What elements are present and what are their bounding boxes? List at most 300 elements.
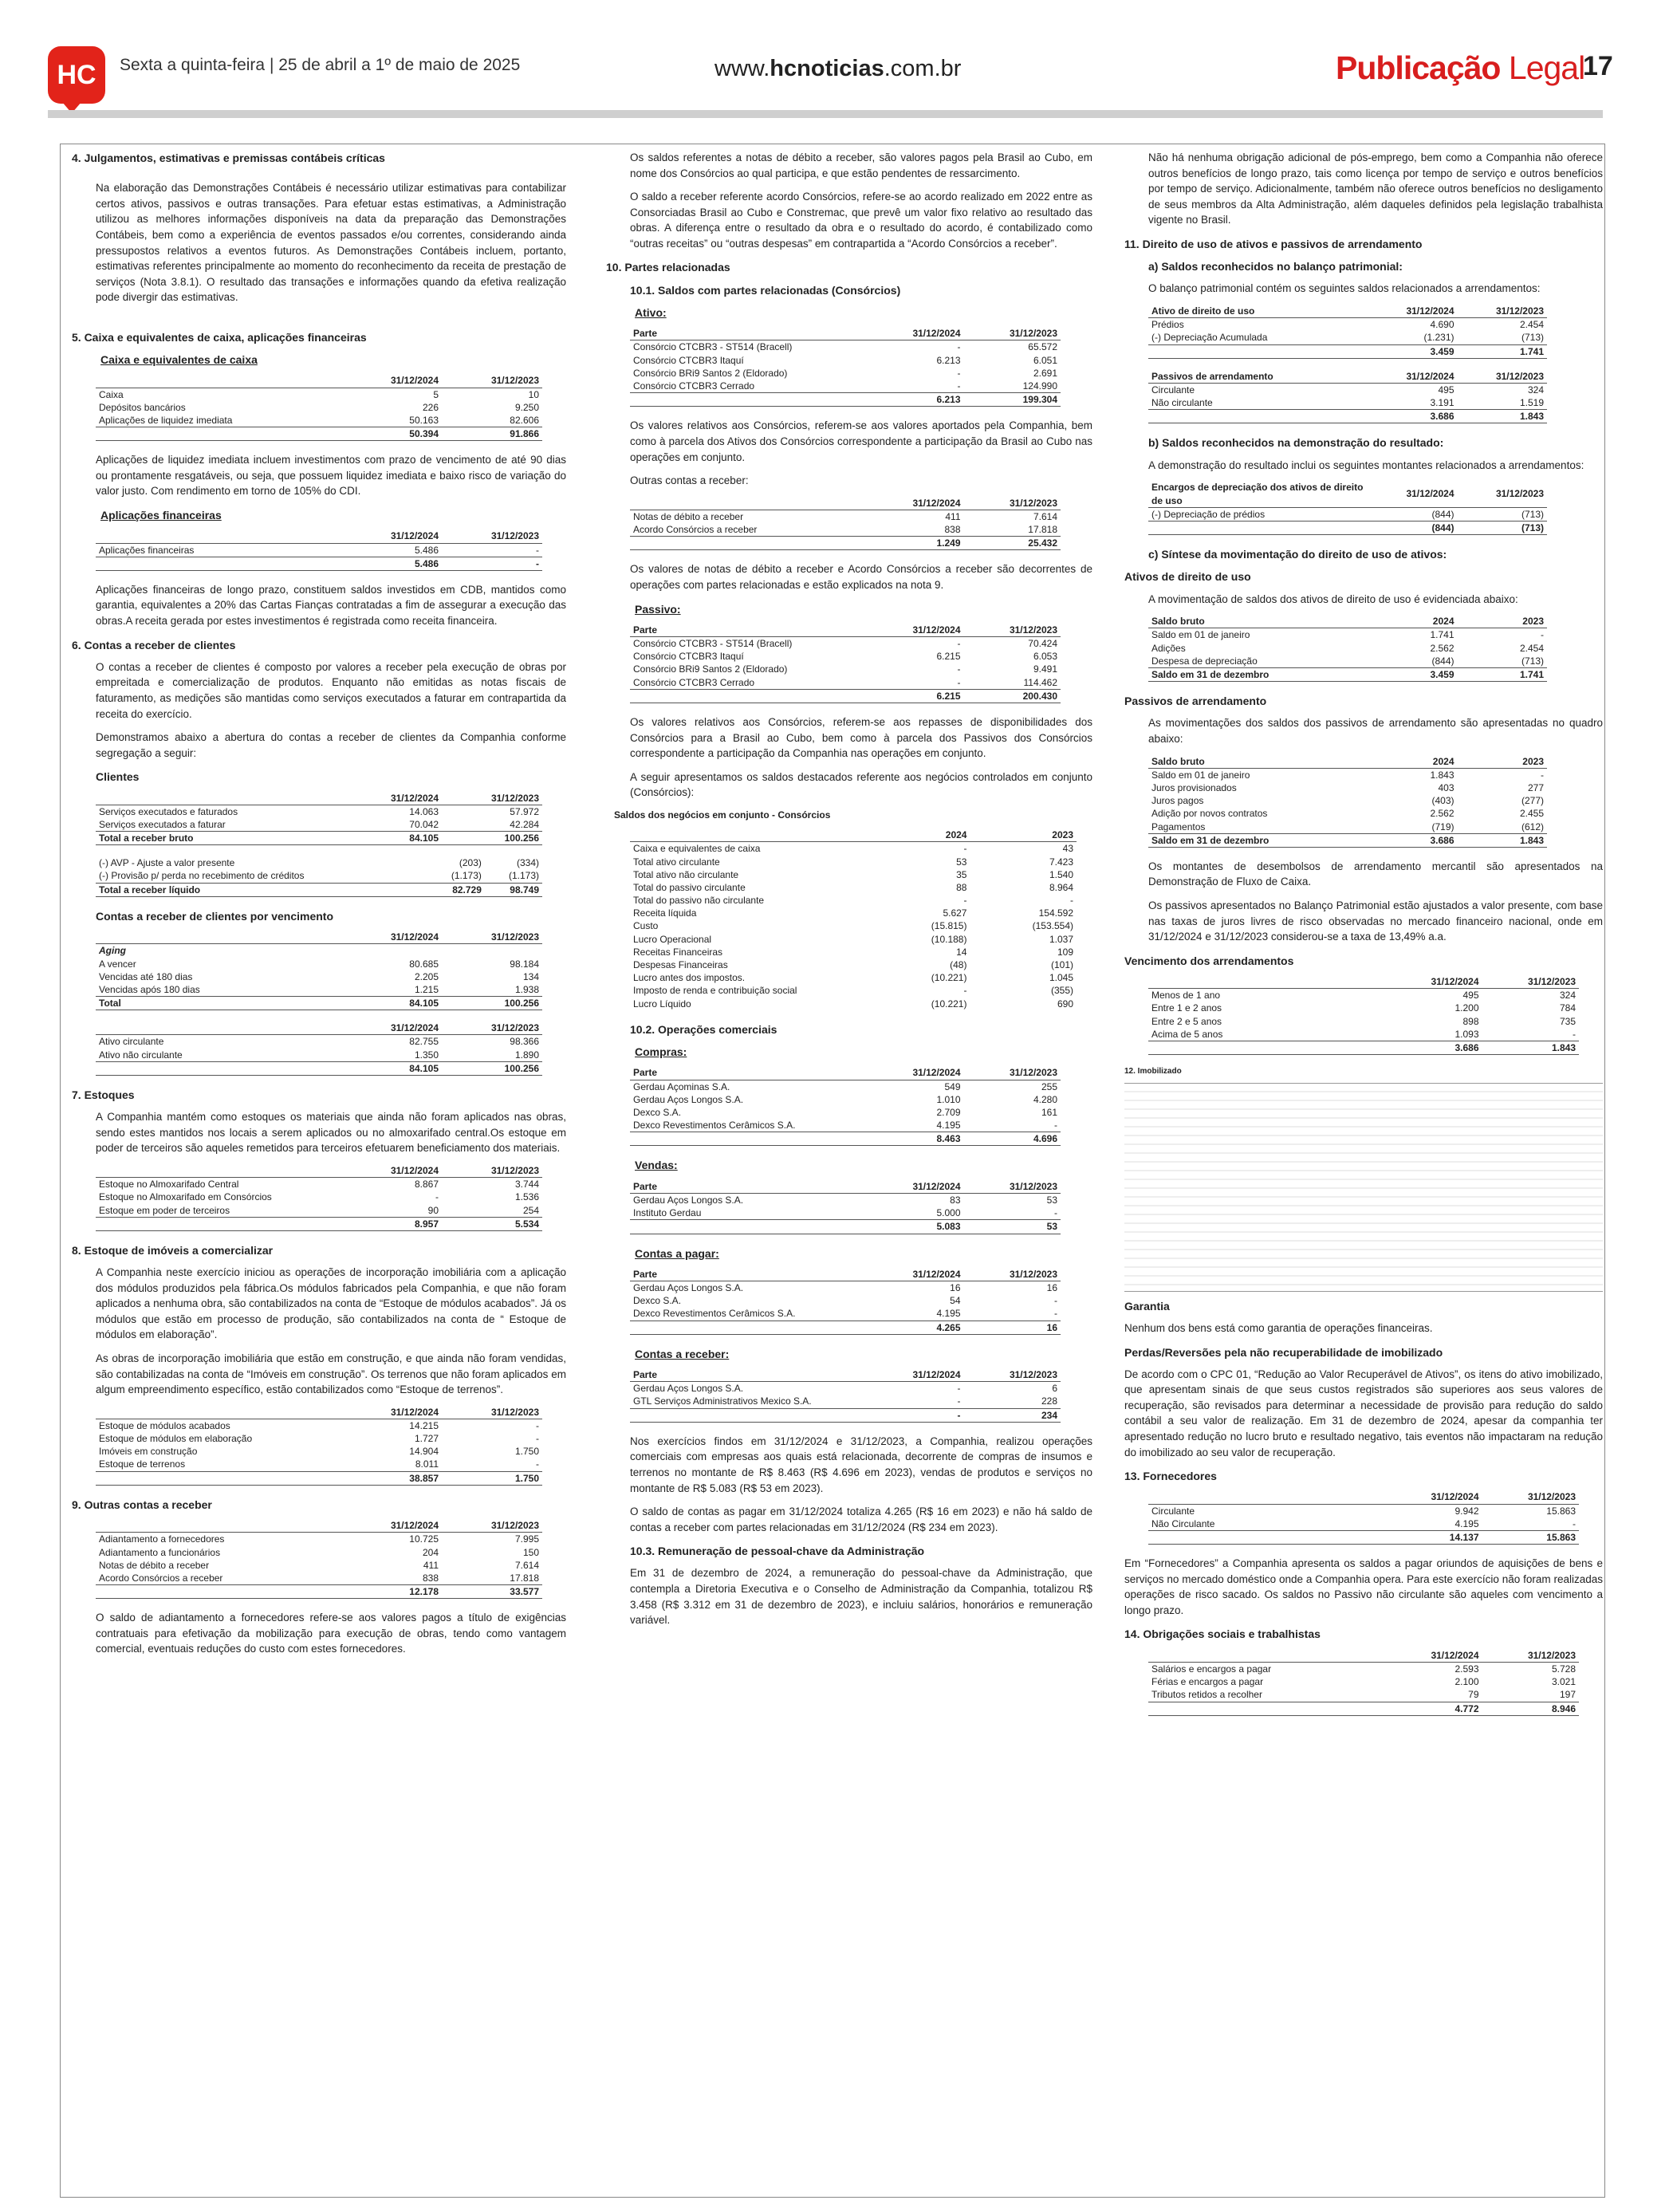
table-cell: Adição por novos contratos [1151,808,1268,820]
table-cell [1148,1702,1385,1715]
paragraph: O saldo a receber referente acordo Consórcios, refere-se ao acordo realizado em 2022 entre as Consorciadas Brasil ao Cubo e Constremac, que prevê um valor fixo relativo ao resultado das obras. A diferença entre o resultado da obra e o resultado do acordo, é contabilizado como “outras receitas” ou “outras despesas” em contrapartida a “Acordo Consórcios a receber”. [630,191,1092,250]
table-cell: 690 [1057,998,1073,1010]
column-header: Parte [630,1066,867,1080]
table-cell: 33.577 [442,1585,542,1599]
table-cell: (-) Provisão p/ perda no recebimento de créditos [99,870,305,882]
paragraph: De acordo com o CPC 01, “Redução ao Valor Recuperável de Ativos”, os itens do ativo imobilizado, que apresentam sinais de que seus custos registrados são superiores aos seus valores de recuperação, são revisados para determinar a necessidade de provisão para redução do saldo contábil a seu valor de realização. Em 31 de dezembro de 2024, apesar da companhia ter apresentado redução no lucro bruto e resultado negativo, tais eventos não impactaram na redução do imobilizado ao seu valor de recuperação. [1124,1368,1603,1458]
table-cell: Receitas Financeiras [633,946,723,958]
table-cell: 2.562 [1430,808,1455,820]
column-header: 2023 [1458,755,1548,769]
subheading: Aplicações financeiras [100,509,222,522]
table-cell [1148,410,1368,423]
table-cell: 8.867 [414,1179,439,1191]
column-2 [606,150,1092,1636]
column-header: 2024 [876,829,970,842]
current-split-table [72,1021,566,1076]
table-row [1148,628,1547,642]
table-cell: 100.256 [442,997,542,1010]
section-heading: 10. Partes relacionadas [606,261,730,274]
table-cell: 228 [1041,1395,1057,1407]
paragraph: Os valores relativos aos Consórcios, referem-se aos valores aportados pela Companhia, bem como à parcela dos Ativos dos Consórcios correspondente a participação da Brasil ao Cubo nas operações em conjunto. [630,419,1092,463]
other-receivables-table [72,1519,566,1599]
table-row [96,1533,542,1546]
table-cell: 6.215 [867,689,964,703]
column-header: 31/12/2024 [867,624,964,637]
table-cell: 277 [1527,781,1544,793]
table-row [96,414,542,427]
paragraph: O saldo de adiantamento a fornecedores refere-se aos valores pagos a título de exigências contratuais para efetivação da mobilização para execução de obras, tendo como vantagem comercial, eventuais reduções do custo com estes fornecedores. [96,1612,566,1655]
table-cell: 109 [1057,946,1073,958]
column-header: 31/12/2024 [867,1066,964,1080]
total-row [1148,1531,1579,1545]
table-row [630,856,1077,868]
total-row [96,883,542,896]
liabilities-table [606,624,1092,703]
table-cell: 53 [956,856,967,868]
page-header [0,0,1673,120]
table-cell: 70.042 [409,818,439,830]
table-row [1148,989,1579,1002]
table-row [96,958,542,970]
table-cell: Acordo Consórcios a receber [633,524,758,536]
table-cell: 1.843 [1482,1041,1580,1054]
table-cell: Tributos retidos a recolher [1151,1689,1262,1701]
total-row [1148,1702,1579,1715]
table-cell: - [1541,769,1544,781]
table-cell: 1.741 [1458,667,1548,681]
table-cell: Salários e encargos a pagar [1151,1663,1272,1675]
table-row [630,637,1061,651]
table-cell: Lucro antes dos impostos. [633,972,746,984]
table-row [630,1294,1061,1307]
table-cell: 1.093 [1455,1028,1479,1040]
table-cell: Entre 1 e 2 anos [1151,1002,1222,1014]
header-row [630,327,1061,340]
table-cell: - [536,1419,539,1431]
total-row [1148,344,1547,358]
table-row [630,1206,1061,1220]
table-cell: - [957,367,961,379]
paragraph: As obras de incorporação imobiliária que estão em construção, e que ainda não foram vendidas, são contabilizadas na conta de “Imóveis em construção”. Os terrenos que não foram aplicados em algum empreendimento específico, estão contabilizados como “Estoque de terrenos”. [96,1352,566,1396]
table-cell: Aging [99,945,126,957]
column-header [630,829,876,842]
table-cell: Não Circulante [1151,1517,1215,1529]
table-cell: 10 [528,388,539,400]
table-cell: 1.843 [1458,833,1548,847]
page-number: 17 [1583,51,1613,81]
subheading: Contas a receber de clientes por vencimento [96,909,333,923]
total-row [630,1408,1061,1422]
table-row [96,805,542,818]
table-row [630,984,1077,997]
table-cell: (277) [1521,795,1544,807]
table-cell: 5.627 [943,907,967,919]
table-cell: 1.045 [1049,972,1073,984]
total-row [1148,521,1547,534]
paragraph: Os valores relativos aos Consórcios, referem-se aos repasses de disponibilidades dos Consórcios para a Brasil ao Cubo, bem como à parcela dos Passivos dos Consórcios correspondente a participação da Companhia nas operações em conjunto. [630,715,1092,760]
table-cell: 2.709 [936,1106,961,1118]
table-cell: Juros pagos [1151,795,1204,807]
table-cell: Consórcio BRi9 Santos 2 (Eldorado) [633,367,788,379]
table-cell: 161 [1041,1106,1057,1118]
table-cell: 3.744 [514,1179,539,1191]
table-cell: 98.184 [510,958,539,970]
paragraph: Aplicações financeiras de longo prazo, constituem saldos investidos em CDB, mantidos como garantia, equivalentes a 20% das Cartas Fianças contratadas a fim de assegurar a execução das obras.A receita gerada por estes investimentos é registrada como receita financeira. [96,583,566,627]
section-heading: 8. Estoque de imóveis a comercializar [72,1243,274,1257]
table-cell: (355) [1050,985,1073,997]
table-cell: - [1070,895,1073,907]
table-cell: 2.593 [1455,1663,1479,1675]
table-row [1148,1028,1579,1041]
table-cell: Consórcio CTCBR3 Itaquí [633,651,744,663]
table-cell: 53 [964,1220,1061,1234]
table-row [630,933,1077,946]
column-header: 31/12/2023 [964,1268,1061,1281]
table-row [96,869,542,883]
table-row [1148,396,1547,410]
lease-maturity-table [1124,975,1603,1055]
table-cell: 35 [956,868,967,880]
table-cell: 38.857 [341,1471,442,1485]
table-cell: - [1573,1517,1576,1529]
header-row [1148,481,1547,507]
table-cell: 3.459 [1368,667,1458,681]
table-cell: Total ativo circulante [633,856,720,868]
table-cell: 14 [956,946,967,958]
table-cell [1148,344,1368,358]
paragraph: A movimentação de saldos dos ativos de direito de uso é evidenciada abaixo: [1148,592,1518,605]
table-cell [630,689,867,703]
table-cell: 50.394 [341,427,442,441]
site-url[interactable]: www.hcnoticias.com.br [714,56,962,81]
table-cell: 84.105 [341,1061,442,1075]
table-cell: 2.454 [1519,642,1544,654]
table-cell [630,1220,867,1234]
table-cell: 82.729 [427,883,485,896]
table-row [630,907,1077,919]
column-header: 31/12/2023 [442,1519,542,1533]
table-cell: Estoque em poder de terceiros [99,1204,230,1216]
data-table [630,327,1061,407]
table-row [1148,781,1547,794]
subheading: Contas a pagar: [635,1246,719,1260]
data-table [630,1268,1061,1335]
subheading: Ativo: [635,305,667,319]
table-row [1148,1662,1579,1675]
table-cell: (612) [1521,821,1544,832]
table-row [630,367,1061,380]
table-cell: 199.304 [964,393,1061,407]
table-cell: 7.614 [1033,510,1057,522]
total-row [96,557,542,570]
column-header: 31/12/2024 [867,327,964,340]
table-cell: (203) [459,857,482,869]
table-row [1148,331,1547,344]
table-cell: 91.866 [442,427,542,441]
header-row [1148,1490,1579,1504]
total-row [96,1585,542,1599]
table-cell: Consórcio CTCBR3 Cerrado [633,676,755,688]
table-cell: 5.534 [442,1217,542,1230]
table-cell: 8.964 [1049,881,1073,893]
column-1 [72,150,566,1665]
paragraph: Nenhum dos bens está como garantia de operações financeiras. [1124,1321,1433,1334]
table-cell: (713) [1458,521,1548,534]
table-row [96,983,542,997]
subheading: Garantia [1124,1299,1170,1313]
table-cell: Total a receber líquido [96,883,427,896]
section-heading: 7. Estoques [72,1088,135,1102]
table-cell: 4.696 [964,1132,1061,1146]
table-row [1148,383,1547,396]
table-cell [442,944,542,958]
other-receivables-table [606,497,1092,551]
table-cell: (10.221) [931,998,967,1010]
table-cell: Imóveis em construção [99,1446,198,1458]
table-cell: Caixa e equivalentes de caixa [633,843,761,855]
purchases-table [606,1066,1092,1146]
table-cell: - [1054,1308,1057,1320]
table-cell: 7.995 [514,1533,539,1545]
column-header [96,529,341,543]
table-row [1148,642,1547,655]
table-cell: Total [96,997,341,1010]
table-row [630,1307,1061,1321]
total-row [1148,410,1547,423]
table-cell: 14.137 [1385,1531,1482,1545]
table-row [630,998,1077,1010]
column-header: 31/12/2023 [1482,1490,1580,1504]
table-cell: Ativo não circulante [99,1049,183,1061]
column-header: 31/12/2024 [867,1268,964,1281]
header-row [630,829,1077,842]
clients-table [72,792,566,846]
table-cell: Vencidas após 180 dias [99,983,200,995]
column-header: Parte [630,624,867,637]
data-table [1148,1649,1579,1716]
column-header: 31/12/2024 [1385,1649,1482,1663]
header-row [96,1519,542,1533]
column-header: 31/12/2024 [341,529,442,543]
table-cell: 5.000 [936,1207,961,1219]
table-cell [96,427,341,441]
subheading: Caixa e equivalentes de caixa [100,353,258,367]
table-cell: 226 [422,401,439,413]
table-cell: 898 [1462,1015,1479,1027]
header-row [630,1066,1061,1080]
table-row [1148,768,1547,781]
table-cell: 324 [1559,990,1576,1002]
column-header: 31/12/2024 [341,1519,442,1533]
table-row [1148,1002,1579,1014]
table-cell: 1.750 [442,1471,542,1485]
subheading: 10.2. Operações comerciais [630,1022,777,1036]
total-row [630,1220,1061,1234]
table-cell: 4.195 [936,1120,961,1132]
table-cell: - [536,544,539,556]
column-header: Parte [630,1268,867,1281]
table-cell: 1.010 [936,1093,961,1105]
table-cell: Consórcio BRi9 Santos 2 (Eldorado) [633,663,788,675]
subheading: Contas a receber: [635,1347,730,1360]
total-row [1148,1041,1579,1054]
column-header: 31/12/2024 [341,1021,442,1035]
table-cell: Depósitos bancários [99,401,186,413]
table-cell: Total a receber bruto [96,832,341,845]
data-table [96,529,542,571]
table-row [96,1419,542,1432]
table-cell: Juros provisionados [1151,781,1237,793]
subheading: Vendas: [635,1159,678,1172]
table-cell: 3.021 [1551,1676,1576,1688]
column-header: 31/12/2023 [964,1180,1061,1194]
table-cell: 6.053 [1033,651,1057,663]
table-cell: (1.231) [1423,332,1455,344]
column-header: 31/12/2023 [1458,305,1548,318]
table-row [630,868,1077,881]
table-cell: 90 [427,1204,439,1216]
table-cell: 3.686 [1385,1041,1482,1054]
table-cell: 1.843 [1430,769,1455,781]
subheading: a) Saldos reconhecidos no balanço patrimonial: [1148,260,1403,274]
table-cell: 255 [1041,1080,1057,1092]
table-cell: 12.178 [341,1585,442,1599]
header-rule [48,110,1603,118]
table-cell: - [963,843,967,855]
header-row [96,1164,542,1178]
table-cell: 9.250 [514,401,539,413]
table-row [96,388,542,401]
table-cell: Menos de 1 ano [1151,990,1221,1002]
table-cell: Estoque de módulos acabados [99,1419,230,1431]
table-cell [96,557,341,570]
table-cell [630,393,867,407]
table-cell: (101) [1050,959,1073,971]
table-cell: 154.592 [1038,907,1073,919]
table-cell: - [963,895,967,907]
column-header [96,374,341,388]
paragraph: As movimentações dos saldos dos passivos de arrendamento são apresentadas no quadro abaixo: [1148,717,1603,746]
table-title: Saldos dos negócios em conjunto - Consórcios [614,809,831,821]
data-table [96,792,542,846]
table-row [96,1178,542,1191]
table-cell: (844) [1368,521,1458,534]
table-cell: 84.105 [341,832,442,845]
table-row [96,1445,542,1458]
table-cell: 411 [945,510,961,522]
header-row [96,374,542,388]
table-cell: Consórcio CTCBR3 - ST514 (Bracell) [633,638,793,649]
paragraph: O balanço patrimonial contém os seguintes saldos relacionados a arrendamentos: [1148,282,1541,295]
paragraph: Não há nenhuma obrigação adicional de pós-emprego, bem como a Companhia não oferece outros benefícios de longo prazo, tais como licença por tempo de serviço e outros benefícios por tempo de serviço. Adicionalmente, também não oferece outros benefícios no desligamento de seus membros da Alta Administração, além daqueles definidos pela legislação trabalhista vigente no Brasil. [1148,152,1603,226]
table-cell [96,1217,341,1230]
rou-assets-table [1124,305,1603,359]
table-row [630,663,1061,675]
table-cell: Serviços executados e faturados [99,805,238,817]
table-cell: 4.265 [867,1321,964,1334]
table-cell: 6.213 [867,393,964,407]
table-cell: Gerdau Açominas S.A. [633,1080,730,1092]
inventory-table [72,1164,566,1231]
table-cell: 2.454 [1519,319,1544,331]
table-row [630,1106,1061,1119]
table-cell: 54 [950,1295,961,1307]
total-row [96,832,542,845]
table-cell: 1.741 [1430,629,1455,641]
paragraph: A Companhia neste exercício iniciou as operações de incorporação imobiliária com a aplicação dos módulos produzidos pela fábrica.Os módulos fabricados pela Companhia, e que não foram aplicados a nenhuma obra, são contabilizados na conta de “Estoque de módulos acabados”. Já os módulos que estão em processo de produção, são contabilizados na conta de “ Estoque de módulos em elaboração”. [96,1266,566,1341]
total-row [96,1217,542,1230]
table-cell [630,537,867,550]
table-cell: 10.725 [409,1533,439,1545]
table-cell: 16 [950,1282,961,1294]
subheading: Perdas/Reversões pela não recuperabilidade de imobilizado [1124,1345,1443,1359]
table-cell: 4.772 [1385,1702,1482,1715]
paragraph: A demonstração do resultado inclui os seguintes montantes relacionados a arrendamentos: [1148,459,1584,471]
table-cell: 1.540 [1049,868,1073,880]
table-row [96,1035,542,1049]
clients-net-table [72,856,566,897]
table-cell: Caixa [99,388,124,400]
table-row [96,1204,542,1218]
table-row [630,881,1077,894]
table-row [1148,1504,1579,1517]
table-cell: 42.284 [510,818,539,830]
column-header: 31/12/2024 [867,1180,964,1194]
table-cell: - [957,676,961,688]
column-header: 31/12/2023 [442,529,542,543]
table-cell: 200.430 [964,689,1061,703]
table-cell: Imposto de renda e contribuição social [633,985,797,997]
table-row [630,919,1077,932]
table-row [1148,1675,1579,1688]
receivables-table [606,1368,1092,1423]
lease-movement-table [1124,755,1603,848]
table-cell: Despesas Financeiras [633,959,728,971]
column-header: Parte [630,1368,867,1382]
paragraph: Outras contas a receber: [630,474,749,487]
table-row [630,1382,1061,1395]
table-cell: Adições [1151,642,1186,654]
table-cell: 1.350 [414,1049,439,1061]
total-row [630,537,1061,550]
table-cell: (48) [950,959,967,971]
table-cell: - [442,557,542,570]
data-table [96,1519,542,1599]
fixed-assets-grid [1124,1083,1603,1292]
column-header: 31/12/2023 [1482,975,1580,989]
table-cell: 2.562 [1430,642,1455,654]
table-cell: 100.256 [442,832,542,845]
column-header: 31/12/2023 [964,1066,1061,1080]
table-cell: - [1573,1028,1576,1040]
table-row [630,380,1061,393]
table-row [1148,821,1547,834]
table-cell: 83 [950,1194,961,1206]
table-cell: (10.221) [931,972,967,984]
column-header: 31/12/2024 [341,374,442,388]
table-cell: (-) AVP - Ajuste a valor presente [99,857,235,869]
table-cell: 1.249 [867,537,964,550]
subheading: c) Síntese da movimentação do direito de uso de ativos: [1148,548,1447,561]
paragraph: A seguir apresentamos os saldos destacados referente aos negócios controlados em conjunto (Consórcios): [630,770,1092,799]
table-cell: 7.423 [1049,856,1073,868]
table-cell: 8.946 [1482,1702,1580,1715]
table-cell: 16 [1046,1282,1057,1294]
table-cell: 784 [1559,1002,1576,1014]
table-cell: 411 [423,1559,439,1571]
table-cell: (1.173) [451,870,482,882]
column-header [96,1164,341,1178]
